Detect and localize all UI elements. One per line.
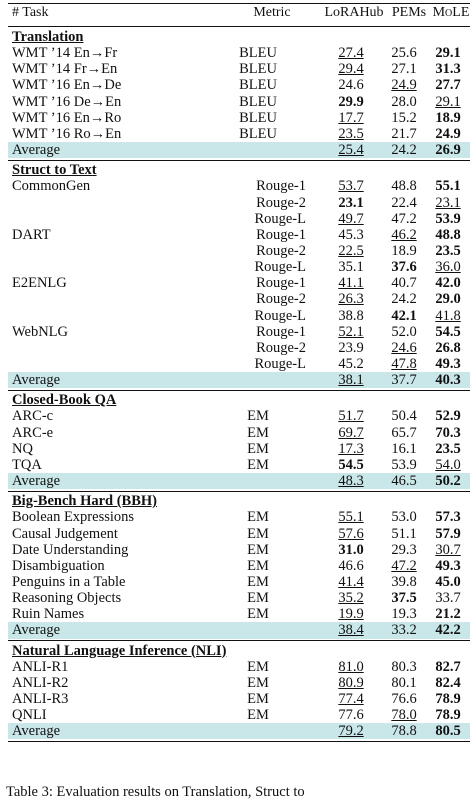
lorahub-cell: 35.2 xyxy=(338,590,364,607)
average-row xyxy=(8,142,470,158)
lorahub-cell: 38.4 xyxy=(338,622,364,639)
lorahub-cell: 49.7 xyxy=(338,210,364,227)
metric-cell: EM xyxy=(247,674,269,691)
metric-cell: BLEU xyxy=(239,93,277,110)
lorahub-cell: 26.3 xyxy=(338,291,364,308)
metric-cell: Rouge-1 xyxy=(256,323,306,340)
table-row xyxy=(8,590,470,606)
table-row xyxy=(8,509,470,525)
mole-cell: 23.5 xyxy=(435,440,461,457)
pems-cell: 46.2 xyxy=(391,226,417,243)
section-title: Translation xyxy=(12,29,84,45)
pems-cell: 16.1 xyxy=(391,440,417,457)
metric-cell: BLEU xyxy=(239,109,277,126)
pems-cell: 48.8 xyxy=(391,178,417,195)
task-cell: Average xyxy=(12,723,61,740)
mole-cell: 29.1 xyxy=(435,93,461,110)
header-mole: MoLE xyxy=(432,5,470,20)
table-row xyxy=(8,94,470,110)
metric-cell: EM xyxy=(247,456,269,473)
table-row xyxy=(8,275,470,291)
bottom-rule xyxy=(8,741,470,742)
pems-cell: 33.2 xyxy=(391,622,417,639)
metric-cell: EM xyxy=(247,440,269,457)
mole-cell: 55.1 xyxy=(435,178,461,195)
task-cell: WMT ’16 Ro→En xyxy=(12,125,122,142)
metric-cell: Rouge-L xyxy=(254,259,306,276)
section-title: Natural Language Inference (NLI) xyxy=(12,642,227,659)
pems-cell: 51.1 xyxy=(391,525,417,542)
section-rule xyxy=(8,640,470,641)
metric-cell: EM xyxy=(247,408,269,425)
pems-cell: 78.0 xyxy=(391,707,417,724)
task-cell: ARC-e xyxy=(12,424,54,441)
average-row xyxy=(8,622,470,638)
mole-cell: 21.2 xyxy=(435,606,461,623)
mole-cell: 26.8 xyxy=(435,339,461,356)
table-row xyxy=(8,61,470,77)
lorahub-cell: 45.2 xyxy=(338,356,364,372)
task-cell: CommonGen xyxy=(12,178,91,195)
lorahub-cell: 79.2 xyxy=(338,723,364,740)
metric-cell: EM xyxy=(247,658,269,675)
pems-cell: 25.6 xyxy=(391,45,417,62)
lorahub-cell: 35.1 xyxy=(338,259,364,276)
task-cell: QNLI xyxy=(12,707,47,724)
table-row xyxy=(8,211,470,227)
header-pems: PEMs xyxy=(391,5,427,20)
mole-cell: 54.0 xyxy=(435,456,461,473)
lorahub-cell: 48.3 xyxy=(338,473,364,490)
lorahub-cell: 23.1 xyxy=(338,194,364,211)
section-header xyxy=(8,162,470,178)
mole-cell: 70.3 xyxy=(435,424,461,441)
task-cell: Date Understanding xyxy=(12,541,129,558)
pems-cell: 65.7 xyxy=(391,424,417,441)
table-row xyxy=(8,291,470,307)
task-cell: Disambiguation xyxy=(12,557,105,574)
section-title: Closed-Book QA xyxy=(12,392,117,409)
table-row xyxy=(8,77,470,93)
lorahub-cell: 81.0 xyxy=(338,658,364,675)
task-cell: Average xyxy=(12,142,61,159)
mole-cell: 42.0 xyxy=(435,275,461,292)
pems-cell: 22.4 xyxy=(391,194,417,211)
section-title: Big-Bench Hard (BBH) xyxy=(12,493,158,510)
mole-cell: 82.4 xyxy=(435,674,461,691)
mole-cell: 42.2 xyxy=(435,622,461,639)
pems-cell: 80.1 xyxy=(391,674,417,691)
table-row xyxy=(8,408,470,424)
mole-cell: 31.3 xyxy=(435,61,461,78)
task-cell: Causal Judgement xyxy=(12,525,118,542)
pems-cell: 80.3 xyxy=(391,658,417,675)
task-cell: TQA xyxy=(12,456,42,473)
task-cell: E2ENLG xyxy=(12,275,67,292)
table-row xyxy=(8,110,470,126)
pems-cell: 39.8 xyxy=(391,573,417,590)
mole-cell: 24.9 xyxy=(435,125,461,142)
task-cell: WMT ’16 En→De xyxy=(12,77,122,94)
header-metric: Metric xyxy=(253,5,291,20)
mole-cell: 50.2 xyxy=(435,473,461,490)
mole-cell: 36.0 xyxy=(435,259,461,276)
lorahub-cell: 55.1 xyxy=(338,509,364,526)
lorahub-cell: 29.4 xyxy=(338,61,364,78)
lorahub-cell: 77.4 xyxy=(338,691,364,707)
section-rule xyxy=(8,160,470,161)
lorahub-cell: 31.0 xyxy=(338,541,364,558)
task-cell: Average xyxy=(12,622,61,639)
task-cell: NQ xyxy=(12,440,33,457)
header-rule xyxy=(8,26,470,27)
task-cell: WMT ’14 Fr→En xyxy=(12,61,118,78)
task-cell: DART xyxy=(12,226,51,243)
table-row xyxy=(8,659,470,675)
lorahub-cell: 41.1 xyxy=(338,275,364,292)
pems-cell: 24.2 xyxy=(391,142,417,159)
pems-cell: 40.7 xyxy=(391,275,417,292)
metric-cell: Rouge-L xyxy=(254,210,306,227)
mole-cell: 41.8 xyxy=(435,307,461,324)
task-cell: WMT ’14 En→Fr xyxy=(12,45,118,62)
metric-cell: Rouge-2 xyxy=(256,194,306,211)
mole-cell: 18.9 xyxy=(435,109,461,126)
metric-cell: Rouge-2 xyxy=(256,291,306,308)
lorahub-cell: 23.9 xyxy=(338,339,364,356)
table-row xyxy=(8,574,470,590)
table-row xyxy=(8,558,470,574)
mole-cell: 57.3 xyxy=(435,509,461,526)
pems-cell: 15.2 xyxy=(391,109,417,126)
table-row xyxy=(8,542,470,558)
section-header xyxy=(8,392,470,408)
section-header xyxy=(8,493,470,509)
metric-cell: Rouge-2 xyxy=(256,242,306,259)
mole-cell: 53.9 xyxy=(435,210,461,227)
lorahub-cell: 77.6 xyxy=(338,707,364,724)
mole-cell: 49.3 xyxy=(435,356,461,372)
mole-cell: 23.1 xyxy=(435,194,461,211)
metric-cell: Rouge-2 xyxy=(256,339,306,356)
table-row xyxy=(8,340,470,356)
table-row xyxy=(8,126,470,142)
lorahub-cell: 29.9 xyxy=(338,93,364,110)
lorahub-cell: 23.5 xyxy=(338,125,364,142)
mole-cell: 30.7 xyxy=(435,541,461,558)
metric-cell: EM xyxy=(247,590,269,607)
table-row xyxy=(8,243,470,259)
pems-cell: 42.1 xyxy=(391,307,417,324)
lorahub-cell: 38.8 xyxy=(338,307,364,324)
average-row xyxy=(8,372,470,388)
lorahub-cell: 24.6 xyxy=(338,77,364,94)
lorahub-cell: 25.4 xyxy=(338,142,364,159)
metric-cell: EM xyxy=(247,606,269,623)
table-row xyxy=(8,526,470,542)
task-cell: ARC-c xyxy=(12,408,54,425)
pems-cell: 52.0 xyxy=(391,323,417,340)
task-cell: Ruin Names xyxy=(12,606,85,623)
mole-cell: 78.9 xyxy=(435,707,461,724)
pems-cell: 24.6 xyxy=(391,339,417,356)
pems-cell: 37.7 xyxy=(391,372,417,389)
mole-cell: 40.3 xyxy=(435,372,461,389)
metric-cell: EM xyxy=(247,424,269,441)
table-row xyxy=(8,178,470,194)
lorahub-cell: 17.3 xyxy=(338,440,364,457)
table-row xyxy=(8,425,470,441)
lorahub-cell: 80.9 xyxy=(338,674,364,691)
pems-cell: 21.7 xyxy=(391,125,417,142)
pems-cell: 76.6 xyxy=(391,691,417,707)
lorahub-cell: 22.5 xyxy=(338,242,364,259)
metric-cell: EM xyxy=(247,691,269,707)
pems-cell: 47.2 xyxy=(391,557,417,574)
lorahub-cell: 17.7 xyxy=(338,109,364,126)
task-cell: Average xyxy=(12,473,61,490)
top-rule xyxy=(8,3,470,4)
metric-cell: EM xyxy=(247,557,269,574)
section-header xyxy=(8,29,470,45)
section-title: Struct to Text xyxy=(12,162,97,179)
pems-cell: 24.9 xyxy=(391,77,417,94)
metric-cell: Rouge-L xyxy=(254,356,306,372)
average-row xyxy=(8,473,470,489)
metric-cell: BLEU xyxy=(239,125,277,142)
header-lorahub: LoRAHub xyxy=(324,5,384,20)
mole-cell: 48.8 xyxy=(435,226,461,243)
pems-cell: 78.8 xyxy=(391,723,417,740)
table-row xyxy=(8,227,470,243)
metric-cell: Rouge-1 xyxy=(256,275,306,292)
lorahub-cell: 69.7 xyxy=(338,424,364,441)
lorahub-cell: 53.7 xyxy=(338,178,364,195)
table-row xyxy=(8,441,470,457)
lorahub-cell: 27.4 xyxy=(338,45,364,62)
pems-cell: 19.3 xyxy=(391,606,417,623)
lorahub-cell: 41.4 xyxy=(338,573,364,590)
task-cell: Penguins in a Table xyxy=(12,573,126,590)
pems-cell: 53.0 xyxy=(391,509,417,526)
table-row xyxy=(8,691,470,707)
mole-cell: 45.0 xyxy=(435,573,461,590)
mole-cell: 57.9 xyxy=(435,525,461,542)
metric-cell: BLEU xyxy=(239,77,277,94)
mole-cell: 29.1 xyxy=(435,45,461,62)
header-row xyxy=(8,5,470,21)
task-cell: WebNLG xyxy=(12,323,69,340)
section-rule xyxy=(8,390,470,391)
table-row xyxy=(8,45,470,61)
table-row xyxy=(8,606,470,622)
task-cell: WMT ’16 De→En xyxy=(12,93,122,110)
pems-cell: 27.1 xyxy=(391,61,417,78)
average-row xyxy=(8,723,470,739)
section-rule xyxy=(8,491,470,492)
lorahub-cell: 54.5 xyxy=(338,456,364,473)
mole-cell: 52.9 xyxy=(435,408,461,425)
table-row xyxy=(8,675,470,691)
pems-cell: 47.2 xyxy=(391,210,417,227)
table-row xyxy=(8,457,470,473)
header-task: # Task xyxy=(12,5,49,20)
metric-cell: EM xyxy=(247,509,269,526)
lorahub-cell: 46.6 xyxy=(338,557,364,574)
task-cell: ANLI-R2 xyxy=(12,674,69,691)
lorahub-cell: 51.7 xyxy=(338,408,364,425)
table-row xyxy=(8,259,470,275)
mole-cell: 82.7 xyxy=(435,658,461,675)
lorahub-cell: 52.1 xyxy=(338,323,364,340)
mole-cell: 33.7 xyxy=(435,590,461,607)
mole-cell: 27.7 xyxy=(435,77,461,94)
mole-cell: 54.5 xyxy=(435,323,461,340)
task-cell: ANLI-R3 xyxy=(12,691,69,707)
mole-cell: 23.5 xyxy=(435,242,461,259)
table-row xyxy=(8,308,470,324)
metric-cell: Rouge-1 xyxy=(256,178,306,195)
task-cell: ANLI-R1 xyxy=(12,658,69,675)
table-row xyxy=(8,195,470,211)
pems-cell: 46.5 xyxy=(391,473,417,490)
pems-cell: 53.9 xyxy=(391,456,417,473)
task-cell: Average xyxy=(12,372,61,389)
pems-cell: 47.8 xyxy=(391,356,417,372)
task-cell: WMT ’16 En→Ro xyxy=(12,109,122,126)
pems-cell: 50.4 xyxy=(391,408,417,425)
metric-cell: BLEU xyxy=(239,45,277,62)
lorahub-cell: 38.1 xyxy=(338,372,364,389)
mole-cell: 26.9 xyxy=(435,142,461,159)
task-cell: Boolean Expressions xyxy=(12,509,135,526)
metric-cell: EM xyxy=(247,525,269,542)
mole-cell: 78.9 xyxy=(435,691,461,707)
table-row xyxy=(8,356,470,372)
table-caption: Table 3: Evaluation results on Translation, Struct to xyxy=(6,784,305,800)
lorahub-cell: 19.9 xyxy=(338,606,364,623)
mole-cell: 29.0 xyxy=(435,291,461,308)
table-row xyxy=(8,707,470,723)
pems-cell: 24.2 xyxy=(391,291,417,308)
metric-cell: EM xyxy=(247,707,269,724)
metric-cell: Rouge-L xyxy=(254,307,306,324)
metric-cell: BLEU xyxy=(239,61,277,78)
pems-cell: 29.3 xyxy=(391,541,417,558)
section-header xyxy=(8,643,470,659)
table-row xyxy=(8,324,470,340)
pems-cell: 37.6 xyxy=(391,259,417,276)
lorahub-cell: 57.6 xyxy=(338,525,364,542)
lorahub-cell: 45.3 xyxy=(338,226,364,243)
mole-cell: 49.3 xyxy=(435,557,461,574)
task-cell: Reasoning Objects xyxy=(12,590,122,607)
metric-cell: EM xyxy=(247,573,269,590)
metric-cell: EM xyxy=(247,541,269,558)
pems-cell: 37.5 xyxy=(391,590,417,607)
pems-cell: 28.0 xyxy=(391,93,417,110)
pems-cell: 18.9 xyxy=(391,242,417,259)
metric-cell: Rouge-1 xyxy=(256,226,306,243)
mole-cell: 80.5 xyxy=(435,723,461,740)
